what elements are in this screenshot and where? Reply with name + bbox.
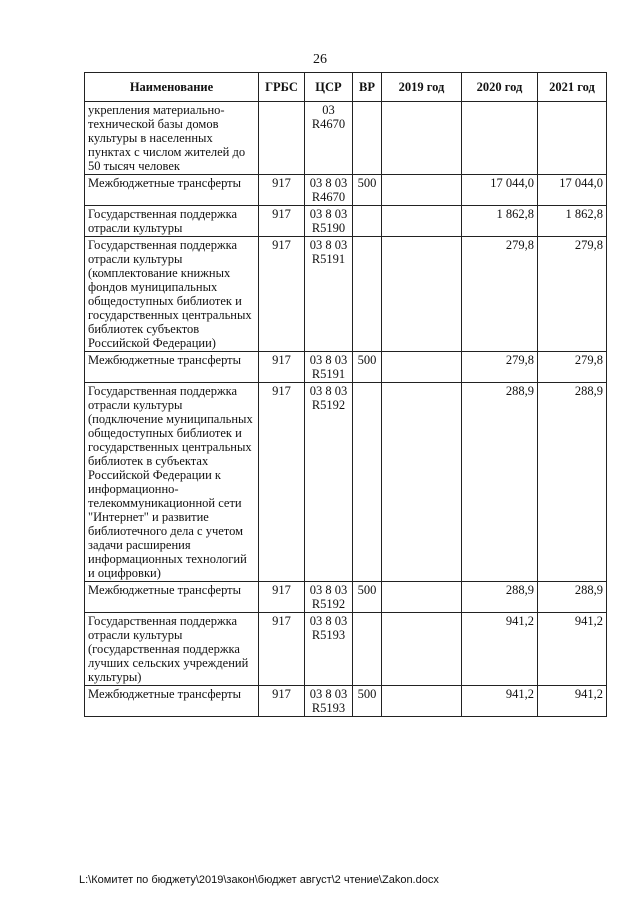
row-name: Межбюджетные трансферты <box>85 352 259 383</box>
row-vr: 500 <box>353 175 382 206</box>
row-2019 <box>382 352 462 383</box>
page-number: 26 <box>313 52 327 67</box>
row-grbs: 917 <box>259 237 305 352</box>
row-vr <box>353 206 382 237</box>
row-2020 <box>462 102 538 175</box>
row-name: Государственная поддержка отрасли культуры <box>85 206 259 237</box>
table-row <box>85 383 607 582</box>
table-row <box>85 352 607 383</box>
row-2021: 941,2 <box>538 613 607 686</box>
row-vr: 500 <box>353 686 382 717</box>
row-2021: 17 044,0 <box>538 175 607 206</box>
row-grbs: 917 <box>259 582 305 613</box>
row-2021: 279,8 <box>538 352 607 383</box>
row-2021: 288,9 <box>538 582 607 613</box>
row-2019 <box>382 613 462 686</box>
row-csr: 03 8 03 R5193 <box>305 686 353 717</box>
row-grbs: 917 <box>259 383 305 582</box>
table-row <box>85 206 607 237</box>
row-name: Государственная поддержка отрасли культуры (комплектование книжных фондов муниципальных общедоступных библиотек и государственных центральных библиотек субъектов Российской Федерации) <box>85 237 259 352</box>
row-csr: 03 8 03 R5191 <box>305 352 353 383</box>
row-2019 <box>382 383 462 582</box>
header-row <box>85 73 607 102</box>
row-2020: 279,8 <box>462 237 538 352</box>
row-grbs: 917 <box>259 175 305 206</box>
row-2021: 279,8 <box>538 237 607 352</box>
row-grbs: 917 <box>259 206 305 237</box>
row-grbs: 917 <box>259 352 305 383</box>
table-row <box>85 613 607 686</box>
table-row <box>85 102 607 175</box>
table-row <box>85 175 607 206</box>
row-2020: 279,8 <box>462 352 538 383</box>
budget-table <box>84 72 607 717</box>
table-row <box>85 582 607 613</box>
row-2021 <box>538 102 607 175</box>
row-vr: 500 <box>353 582 382 613</box>
row-2020: 288,9 <box>462 383 538 582</box>
header-2020: 2020 год <box>462 73 538 102</box>
row-name: Межбюджетные трансферты <box>85 686 259 717</box>
row-name: Государственная поддержка отрасли культуры (подключение муниципальных общедоступных библиотек и государственных центральных библиотек в субъектах Российской Федерации к информационно-телекоммуникационной сети "Интернет" и развитие библиотечного дела с учетом задачи расширения информационных технологий и оцифровки) <box>85 383 259 582</box>
row-2021: 1 862,8 <box>538 206 607 237</box>
row-grbs: 917 <box>259 613 305 686</box>
header-vr: ВР <box>353 73 382 102</box>
row-name: укрепления материально-технической базы домов культуры в населенных пунктах с числом жителей до 50 тысяч человек <box>85 102 259 175</box>
header-2021: 2021 год <box>538 73 607 102</box>
row-grbs <box>259 102 305 175</box>
row-csr: 03 8 03 R5193 <box>305 613 353 686</box>
row-vr <box>353 383 382 582</box>
row-grbs: 917 <box>259 686 305 717</box>
row-name: Межбюджетные трансферты <box>85 175 259 206</box>
row-2021: 288,9 <box>538 383 607 582</box>
row-2021: 941,2 <box>538 686 607 717</box>
header-2019: 2019 год <box>382 73 462 102</box>
row-csr: 03 8 03 R5192 <box>305 383 353 582</box>
table-row <box>85 686 607 717</box>
row-2019 <box>382 102 462 175</box>
row-csr: 03 8 03 R4670 <box>305 175 353 206</box>
row-2020: 17 044,0 <box>462 175 538 206</box>
row-vr <box>353 237 382 352</box>
header-csr: ЦСР <box>305 73 353 102</box>
table-row <box>85 237 607 352</box>
row-2020: 941,2 <box>462 613 538 686</box>
row-name: Межбюджетные трансферты <box>85 582 259 613</box>
row-2020: 288,9 <box>462 582 538 613</box>
row-2019 <box>382 175 462 206</box>
row-2020: 941,2 <box>462 686 538 717</box>
row-vr <box>353 613 382 686</box>
header-name: Наименование <box>85 73 259 102</box>
row-2019 <box>382 237 462 352</box>
row-vr <box>353 102 382 175</box>
row-csr: 03 8 03 R5192 <box>305 582 353 613</box>
footer-file-path: L:\Комитет по бюджету\2019\закон\бюджет август\2 чтение\Zakon.docx <box>79 874 439 886</box>
row-2020: 1 862,8 <box>462 206 538 237</box>
row-2019 <box>382 206 462 237</box>
row-2019 <box>382 582 462 613</box>
row-2019 <box>382 686 462 717</box>
row-csr: 03 8 03 R5190 <box>305 206 353 237</box>
row-csr: 03 8 03 R5191 <box>305 237 353 352</box>
header-grbs: ГРБС <box>259 73 305 102</box>
row-vr: 500 <box>353 352 382 383</box>
row-csr: 03 R4670 <box>305 102 353 175</box>
row-name: Государственная поддержка отрасли культуры (государственная поддержка лучших сельских учреждений культуры) <box>85 613 259 686</box>
